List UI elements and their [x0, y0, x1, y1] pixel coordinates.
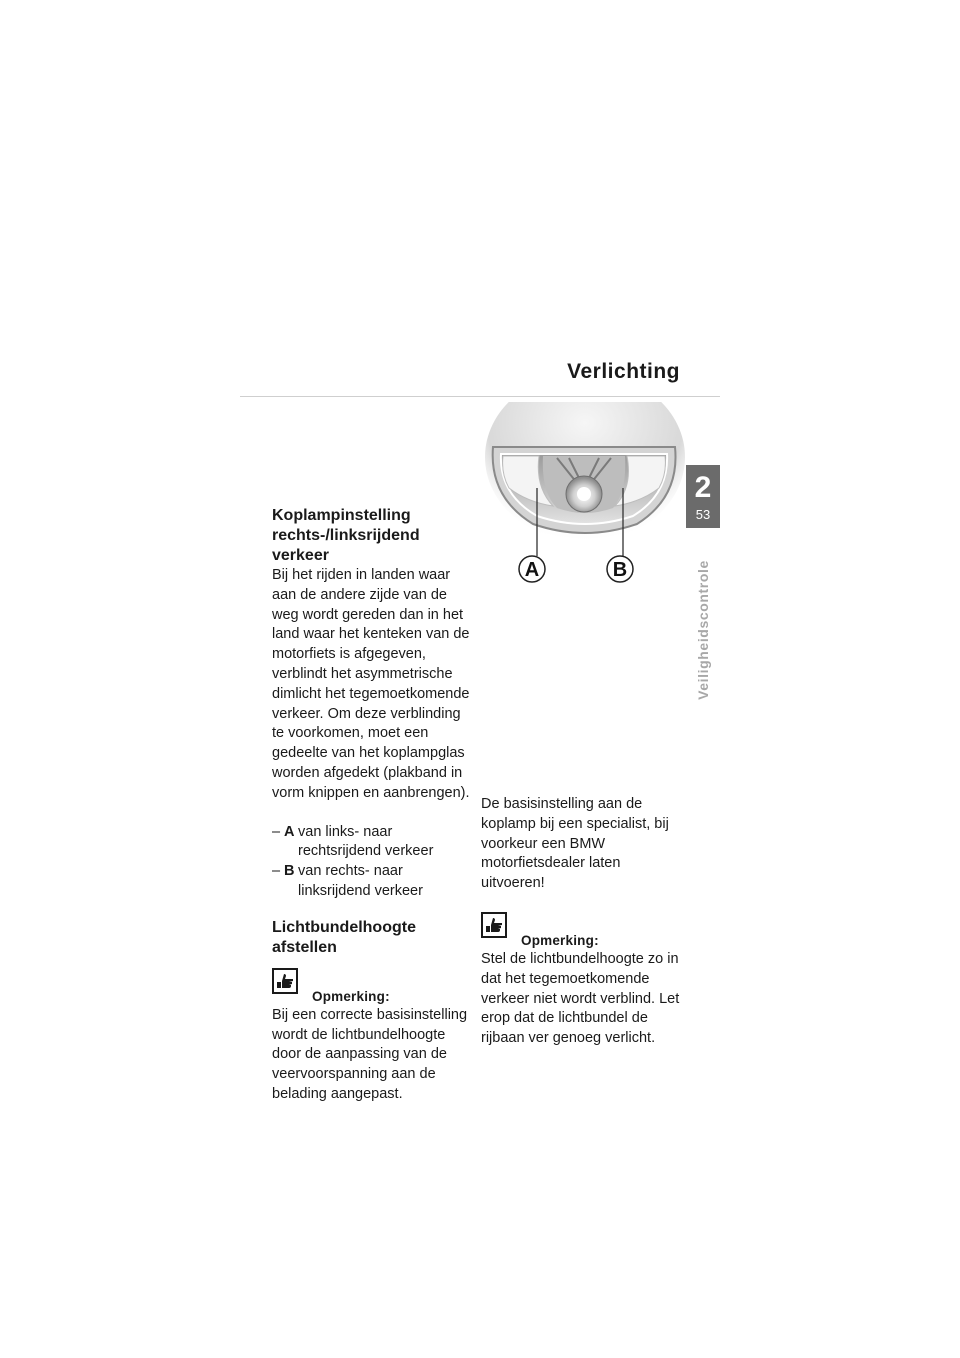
list-dash: –: [272, 823, 281, 840]
page-title: Verlichting: [567, 360, 680, 383]
headlight-illustration: [477, 402, 692, 602]
headlight-figure: [477, 402, 692, 602]
section-heading-lichtbundelhoogte: Lichtbundelhoogte afstellen: [272, 918, 416, 956]
note-label: Opmerking:: [312, 988, 390, 1004]
note-text: Bij een correcte basisinstelling wordt de lichtbundelhoogte door de aanpassing van de veervoorspanning aan de belading aangepast.: [272, 1006, 468, 1102]
list-text: van links- naar rechtsrijdend verkeer: [298, 823, 434, 860]
paragraph-basisinstelling: De basisinstelling aan de koplamp bij een specialist, bij voorkeur een BMW motorfietsdealer laten uitvoeren!: [481, 796, 669, 892]
note-text: Stel de lichtbundelhoogte zo in dat het tegemoetkomende verkeer niet wordt verblind. Let erop dat de lichtbundel de rijbaan ver genoeg verlicht.: [481, 950, 680, 1047]
figure-label-b: B: [612, 559, 628, 581]
note-hand-icon: [481, 912, 507, 938]
list-key-a: A: [284, 823, 295, 840]
header-divider: [240, 396, 720, 397]
note-label: Opmerking:: [521, 932, 599, 948]
chapter-number: 2: [694, 471, 712, 504]
figure-label-a: A: [524, 559, 540, 581]
note-header: [481, 914, 686, 950]
list-dash: –: [272, 863, 281, 880]
paragraph-asymmetric-light: Bij het rijden in landen waar aan de andere zijde van de weg wordt gereden dan in het land waar het kenteken van de motorfiets is afgegeven, verblindt het asymmetrische dimlicht het tegemoetkomende verkeer. Om deze verblinding te voorkomen, moet een gedeelte van het koplampglas worden afgedekt (plakband in vorm knippen en aanbrengen).: [272, 567, 470, 801]
section-label: Veiligheidscontrole: [695, 560, 711, 700]
note-hand-icon: [272, 968, 298, 994]
list-item: [272, 862, 472, 902]
page-number: 53: [695, 507, 711, 522]
left-column: [272, 506, 472, 1105]
note-header: [272, 970, 472, 1006]
list-text: van rechts- naar linksrijdend verkeer: [298, 863, 423, 899]
list-key-b: B: [284, 863, 295, 880]
section-heading-koplampinstelling: Koplampinstelling rechts-/linksrijdend verkeer: [272, 507, 420, 564]
list-item: [272, 823, 472, 863]
right-column: [481, 795, 686, 1049]
